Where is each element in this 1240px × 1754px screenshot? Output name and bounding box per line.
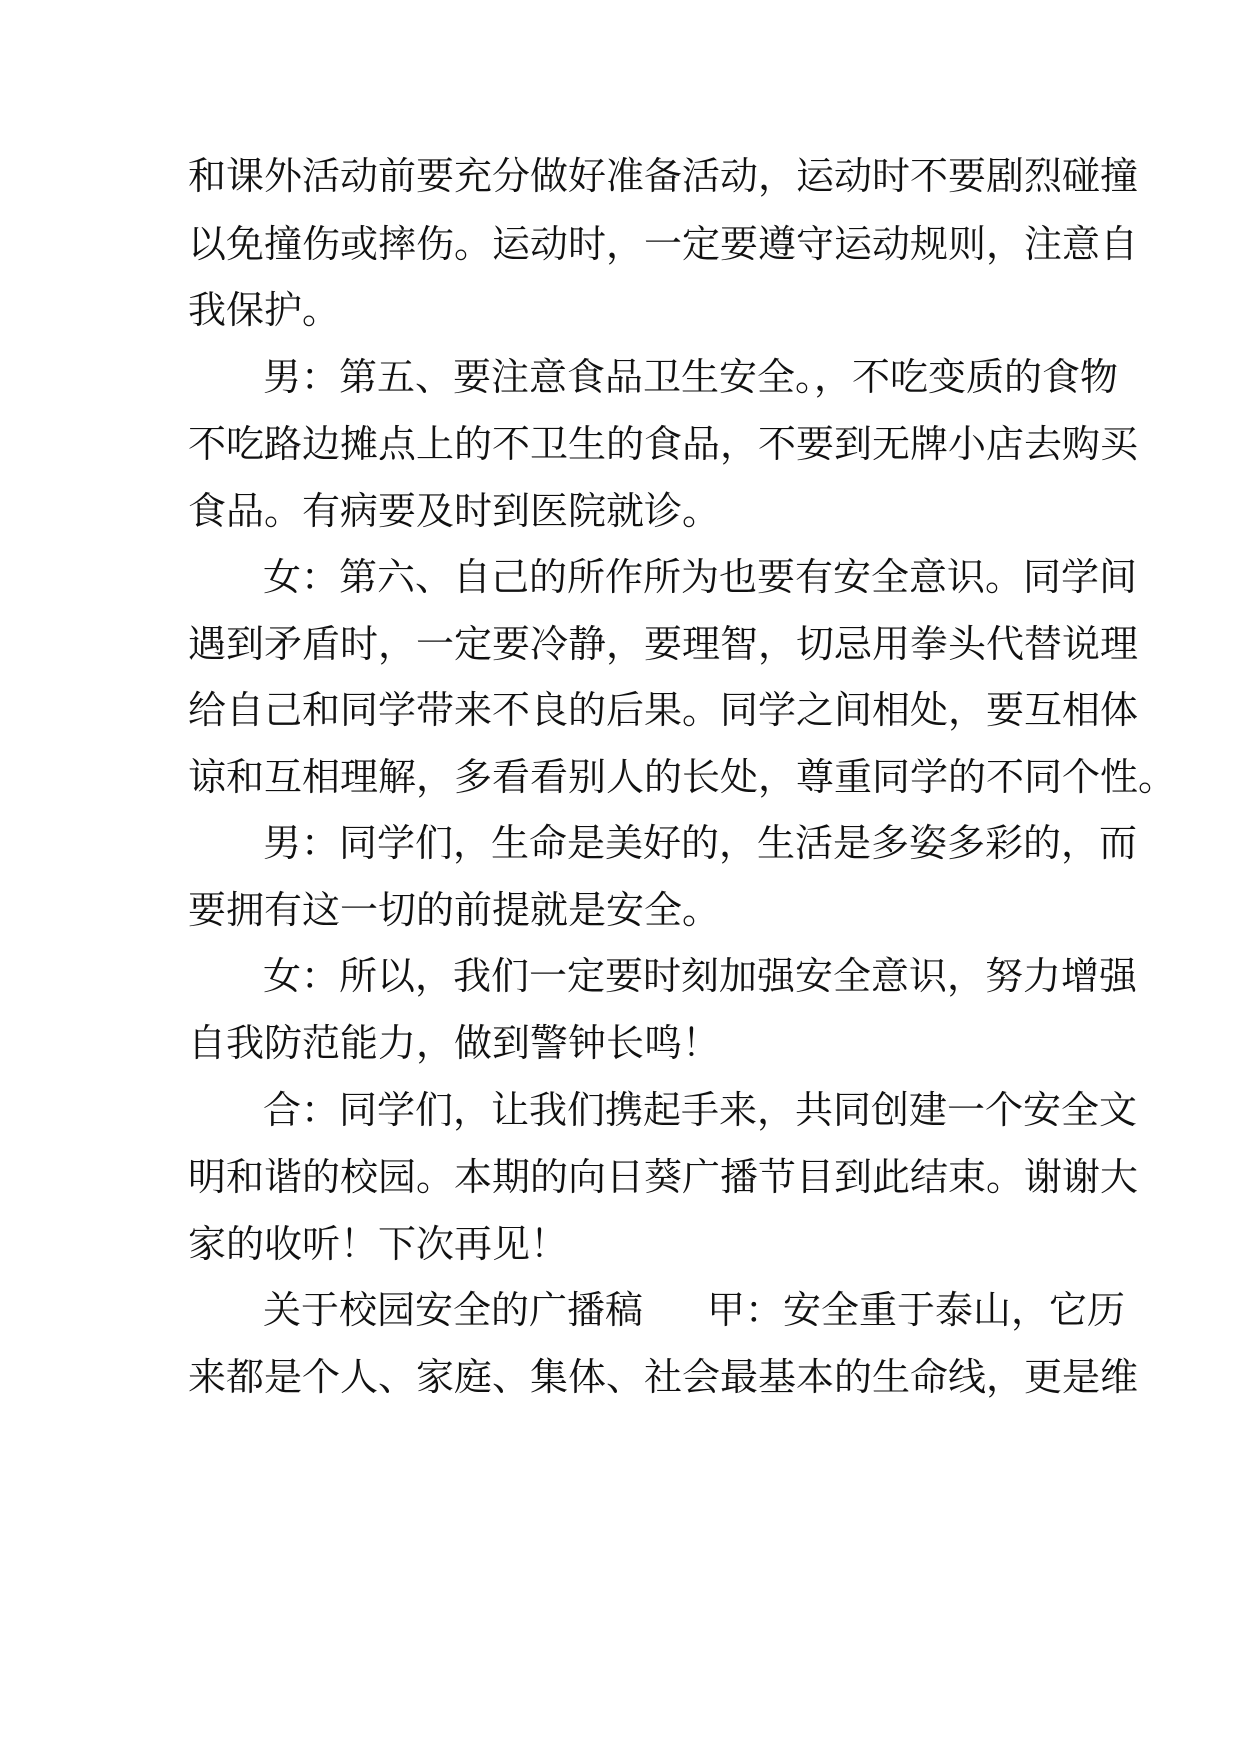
text-line: 要拥有这一切的前提就是安全。 [188,888,721,932]
text-line: 明和谐的校园。本期的向日葵广播节目到此结束。谢谢大 [188,1155,1139,1199]
text-line: 以免撞伤或摔伤。运动时，一定要遵守运动规则，注意自 [188,222,1139,266]
text-line [263,1273,1143,1347]
text-line: 不吃路边摊点上的不卫生的食品，不要到无牌小店去购买 [188,422,1139,466]
paragraph-start: 甲：安全重于泰山，它历 [707,1288,1126,1332]
text-line: 女：第六、自己的所作所为也要有安全意识。同学间 [263,555,1138,599]
text-line: 和课外活动前要充分做好准备活动，运动时不要剧烈碰撞 [188,154,1139,198]
section-title: 关于校园安全的广播稿 [263,1288,644,1332]
text-line: 男：同学们，生命是美好的，生活是多姿多彩的，而 [263,821,1138,865]
text-line: 我保护。 [188,288,341,332]
text-line: 给自己和同学带来不良的后果。同学之间相处，要互相体 [188,688,1139,732]
text-line: 家的收听！下次再见！ [188,1222,569,1266]
text-line: 谅和互相理解，多看看别人的长处，尊重同学的不同个性。 [188,755,1177,799]
text-line: 来都是个人、家庭、集体、社会最基本的生命线，更是维 [188,1355,1139,1399]
text-line: 女：所以，我们一定要时刻加强安全意识，努力增强 [263,954,1138,998]
text-line: 遇到矛盾时，一定要冷静，要理智，切忌用拳头代替说理 [188,622,1139,666]
text-line: 合：同学们，让我们携起手来，共同创建一个安全文 [263,1088,1138,1132]
text-line: 食品。有病要及时到医院就诊。 [188,489,721,533]
text-line: 男：第五、要注意食品卫生安全。，不吃变质的食物 [263,355,1119,399]
text-line: 自我防范能力，做到警钟长鸣！ [188,1021,721,1065]
